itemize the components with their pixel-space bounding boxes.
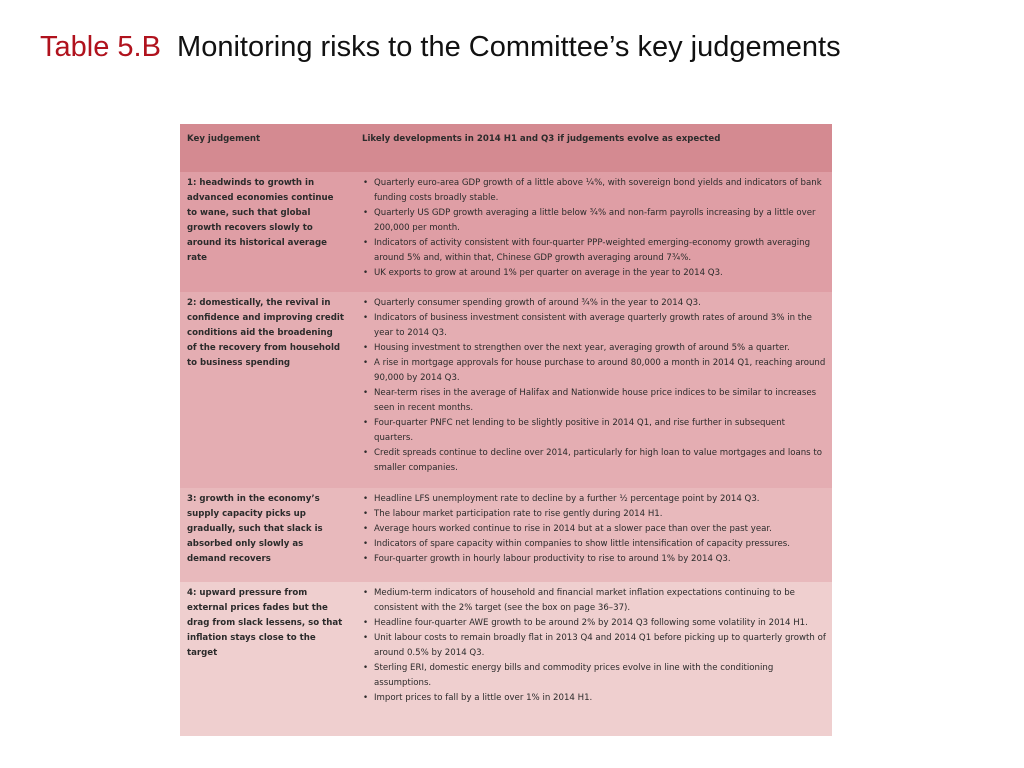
table-header-row (180, 124, 832, 172)
developments-list (362, 492, 826, 567)
developments-list (362, 176, 826, 281)
header-key-judgement: Key judgement (187, 134, 261, 144)
list-item: • Indicators of spare capacity within companies to show little intensification of capacity pressures. (362, 537, 826, 552)
judgement-cell: 4: upward pressure from external prices fades but the drag from slack lessens, so that inflation stays close to the target (187, 588, 343, 658)
list-item: • Unit labour costs to remain broadly flat in 2013 Q4 and 2014 Q1 before picking up to quarterly growth of around 0.5% by 2014 Q3. (362, 631, 826, 661)
list-item: • Near-term rises in the average of Halifax and Nationwide house price indices to be similar to increases seen in recent months. (362, 386, 826, 416)
list-item: • Import prices to fall by a little over 1% in 2014 H1. (362, 691, 826, 706)
list-item: • Indicators of business investment consistent with average quarterly growth rates of around 3% in the year to 2014 Q3. (362, 311, 826, 341)
judgement-cell: 1: headwinds to growth in advanced economies continue to wane, such that global growth recovers slowly to around its historical average rate (187, 178, 334, 263)
table-row (180, 172, 832, 292)
table-row (180, 292, 832, 488)
developments-cell (350, 292, 832, 488)
judgement-cell: 3: growth in the economy’s supply capacity picks up gradually, such that slack is absorbed only slowly as demand recovers (187, 494, 323, 564)
list-item: • Average hours worked continue to rise in 2014 but at a slower pace than over the past year. (362, 522, 826, 537)
list-item: • A rise in mortgage approvals for house purchase to around 80,000 a month in 2014 Q1, reaching around 90,000 by 2014 Q3. (362, 356, 826, 386)
judgement-cell: 2: domestically, the revival in confidence and improving credit conditions aid the broadening of the recovery from household to business spending (187, 298, 344, 368)
list-item: • Credit spreads continue to decline over 2014, particularly for high loan to value mortgages and loans to smaller companies. (362, 446, 826, 476)
developments-cell (350, 172, 832, 292)
list-item: • The labour market participation rate to rise gently during 2014 H1. (362, 507, 826, 522)
table-row (180, 488, 832, 582)
title-prefix: Table 5.B (40, 31, 161, 63)
table-row (180, 582, 832, 736)
list-item: • Indicators of activity consistent with four-quarter PPP-weighted emerging-economy growth averaging around 5% and, within that, Chinese GDP growth averaging around 7¾%. (362, 236, 826, 266)
list-item: • Four-quarter PNFC net lending to be slightly positive in 2014 Q1, and rise further in subsequent quarters. (362, 416, 826, 446)
slide-title (40, 28, 940, 66)
title-text: Monitoring risks to the Committee’s key judgements (177, 31, 841, 63)
list-item: • Quarterly euro-area GDP growth of a little above ¼%, with sovereign bond yields and indicators of bank funding costs broadly stable. (362, 176, 826, 206)
header-likely-developments: Likely developments in 2014 H1 and Q3 if judgements evolve as expected (362, 134, 721, 144)
list-item: • Four-quarter growth in hourly labour productivity to rise to around 1% by 2014 Q3. (362, 552, 826, 567)
list-item: • Housing investment to strengthen over the next year, averaging growth of around 5% a quarter. (362, 341, 826, 356)
developments-cell (350, 582, 832, 736)
developments-list (362, 296, 826, 476)
list-item: • Quarterly US GDP growth averaging a little below ¾% and non-farm payrolls increasing by a little over 200,000 per month. (362, 206, 826, 236)
list-item: • Medium-term indicators of household and financial market inflation expectations continuing to be consistent with the 2% target (see the box on page 36–37). (362, 586, 826, 616)
developments-list (362, 586, 826, 706)
list-item: • Quarterly consumer spending growth of around ¾% in the year to 2014 Q3. (362, 296, 826, 311)
list-item: • Sterling ERI, domestic energy bills and commodity prices evolve in line with the conditioning assumptions. (362, 661, 826, 691)
list-item: • UK exports to grow at around 1% per quarter on average in the year to 2014 Q3. (362, 266, 826, 281)
list-item: • Headline four-quarter AWE growth to be around 2% by 2014 Q3 following some volatility in 2014 H1. (362, 616, 826, 631)
risk-monitoring-table (180, 124, 832, 736)
developments-cell (350, 488, 832, 582)
list-item: • Headline LFS unemployment rate to decline by a further ½ percentage point by 2014 Q3. (362, 492, 826, 507)
